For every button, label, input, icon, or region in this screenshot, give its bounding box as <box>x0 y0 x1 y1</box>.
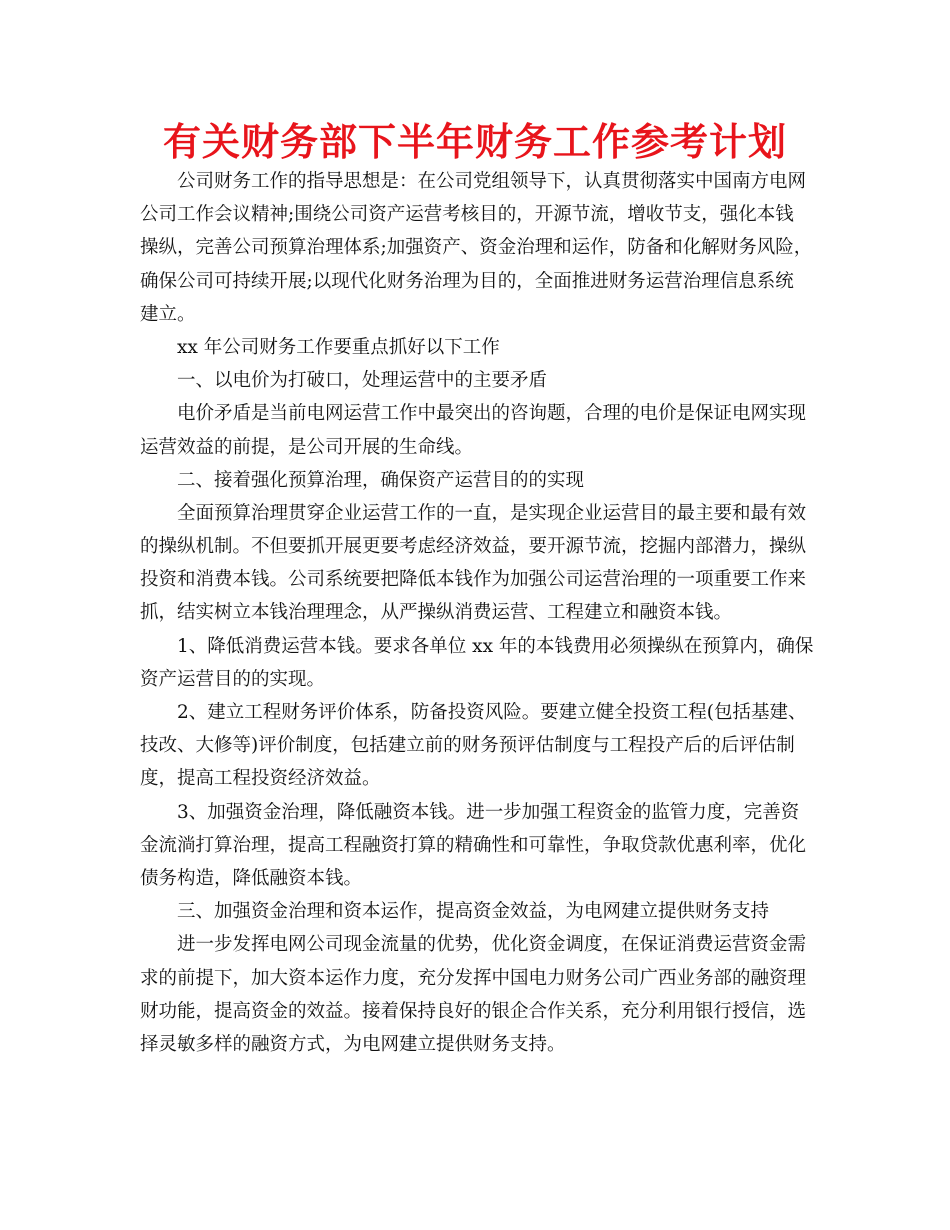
section-heading-2: 二、接着强化预算治理，确保资产运营目的的实现 <box>177 469 585 491</box>
paragraph-line: 投资和消费本钱。公司系统要把降低本钱作为加强公司运营治理的一项重要工作来 <box>140 569 807 591</box>
paragraph-line: 债务构造，降低融资本钱。 <box>140 867 363 889</box>
paragraph-line: 公司财务工作的指导思想是：在公司党组领导下，认真贯彻落实中国南方电网 <box>177 171 807 192</box>
section-heading-3: 三、加强资金治理和资本运作，提高资金效益，为电网建立提供财务支持 <box>177 901 770 923</box>
paragraph-line: 资产运营目的的实现。 <box>140 668 326 690</box>
paragraph-line: 抓，结实树立本钱治理理念，从严操纵消费运营、工程建立和融资本钱。 <box>140 602 733 624</box>
paragraph-line: 电价矛盾是当前电网运营工作中最突出的咨询题，合理的电价是保证电网实现 <box>177 403 807 425</box>
list-item-3: 3、加强资金治理，降低融资本钱。进一步加强工程资金的监管力度，完善资 <box>177 801 800 823</box>
paragraph-line: 运营效益的前提，是公司开展的生命线。 <box>140 436 474 458</box>
list-item-2: 2、建立工程财务评价体系，防备投资风险。要建立健全投资工程(包括基建、 <box>177 702 807 723</box>
paragraph-line: 的操纵机制。不但要抓开展更要考虑经济效益，要开源节流，挖掘内部潜力，操纵 <box>140 536 807 558</box>
paragraph-line: 建立。 <box>140 303 196 325</box>
paragraph-line: 财功能，提高资金的效益。接着保持良好的银企合作关系，充分利用银行授信，选 <box>140 1000 807 1022</box>
section-intro: xx 年公司财务工作要重点抓好以下工作 <box>177 336 500 358</box>
paragraph-line: 确保公司可持续开展;以现代化财务治理为目的，全面推进财务运营治理信息系统 <box>140 270 794 292</box>
list-item-1: 1、降低消费运营本钱。要求各单位 xx 年的本钱费用必须操纵在预算内，确保 <box>177 635 814 657</box>
document-body <box>140 165 812 1061</box>
paragraph-line: 操纵，完善公司预算治理体系;加强资产、资金治理和运作，防备和化解财务风险， <box>140 237 813 259</box>
paragraph-line: 技改、大修等)评价制度，包括建立前的财务预评估制度与工程投产后的后评估制 <box>140 735 795 757</box>
paragraph-line: 择灵敏多样的融资方式，为电网建立提供财务支持。 <box>140 1033 566 1055</box>
paragraph-line: 进一步发挥电网公司现金流量的优势，优化资金调度，在保证消费运营资金需 <box>177 934 807 956</box>
paragraph-line: 求的前提下，加大资本运作力度，充分发挥中国电力财务公司广西业务部的融资理 <box>140 967 807 989</box>
paragraph-line: 度，提高工程投资经济效益。 <box>140 768 381 790</box>
paragraph-line: 金流淌打算治理，提高工程融资打算的精确性和可靠性，争取贷款优惠利率，优化 <box>140 834 807 856</box>
section-heading-1: 一、以电价为打破口，处理运营中的主要矛盾 <box>177 370 548 392</box>
paragraph-line: 全面预算治理贯穿企业运营工作的一直，是实现企业运营目的最主要和最有效 <box>177 502 807 524</box>
paragraph-line: 公司工作会议精神;围绕公司资产运营考核目的，开源节流，增收节支，强化本钱 <box>140 204 794 226</box>
document-title: 有关财务部下半年财务工作参考计划 <box>162 120 787 164</box>
